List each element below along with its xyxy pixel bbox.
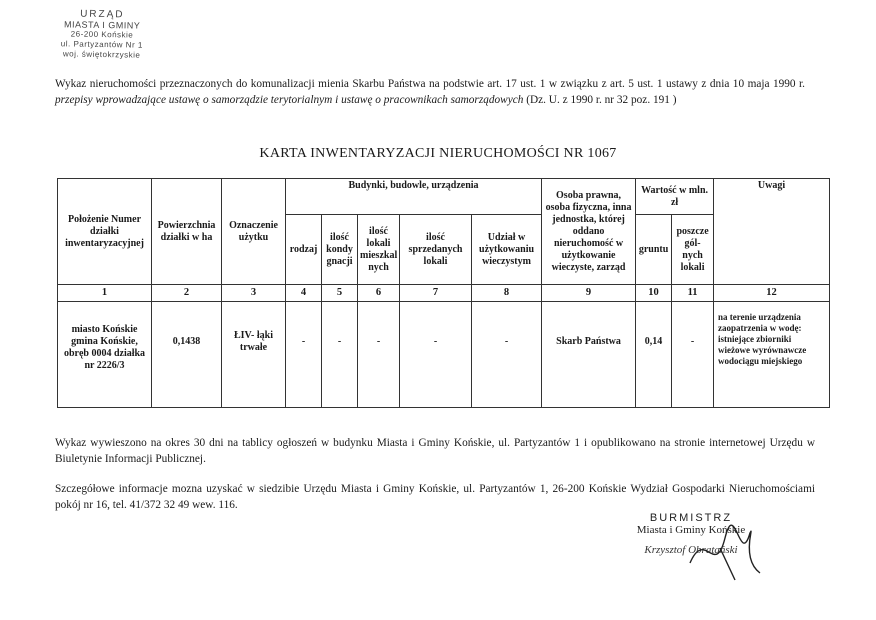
cell-lokale: -	[358, 302, 400, 408]
signature-title: BURMISTRZ	[649, 512, 733, 524]
column-number: 7	[400, 285, 472, 302]
header-ilosc-lokali: ilość lokali mieszkal nych	[358, 215, 400, 285]
intro-text: Wykaz nieruchomości przeznaczonych do komunalizacji mienia Skarbu Państwa na podstwie art. 17 ust. 1 w związku z art. 5 ust. 1 ustawy z dnia 10 maja 1990 r.	[55, 78, 805, 90]
cell-powierzchnia: 0,1438	[152, 302, 222, 408]
inventory-table	[57, 178, 830, 408]
signature-subtitle: Miasta i Gminy Końskie	[636, 524, 746, 536]
posting-notice: Wykaz wywieszono na okres 30 dni na tablicy ogłoszeń w budynku Miasta i Gminy Końskie, ul. Partyzantów 1 i opublikowano na stronie internetowej Urzędu w Biuletynie Informacji Publicznej.	[55, 437, 815, 465]
handwritten-signature	[680, 518, 770, 588]
header-osoba: Osoba prawna, osoba fizyczna, inna jednostka, której oddano nieruchomość w użytkowanie wieczyste, zarząd	[542, 179, 636, 285]
header-ilosc-sprzedanych: ilość sprzedanych lokali	[400, 215, 472, 285]
cell-sprzedane: -	[400, 302, 472, 408]
cell-osoba: Skarb Państwa	[542, 302, 636, 408]
intro-paragraph	[55, 76, 805, 108]
header-gruntu: gruntu	[636, 215, 672, 285]
stamp-line: 26-200 Końskie	[70, 29, 134, 40]
header-uwagi: Uwagi	[714, 179, 830, 285]
cell-udzial: -	[472, 302, 542, 408]
stamp-line: MIASTA I GMINY	[63, 19, 141, 31]
cell-wartosc-gruntu: 0,14	[636, 302, 672, 408]
intro-italic-text: przepisy wprowadzające ustawę o samorządzie terytorialnym i ustawę o pracownikach samorządowych	[55, 94, 524, 106]
column-number: 5	[322, 285, 358, 302]
column-number: 4	[286, 285, 322, 302]
header-rodzaj: rodzaj	[286, 215, 322, 285]
column-number: 3	[222, 285, 286, 302]
document-title: KARTA INWENTARYZACJI NIERUCHOMOŚCI NR 1067	[259, 146, 617, 161]
stamp-line: URZĄD	[80, 8, 125, 21]
contact-info: Szczegółowe informacje mozna uzyskać w siedzibie Urzędu Miasta i Gminy Końskie, ul. Partyzantów 1, 26-200 Końskie Wydział Gospodarki Nieruchomościami pokój nr 16, tel. 41/372 32 49 wew. 116.	[55, 483, 815, 511]
cell-oznaczenie: ŁIV- łąki trwałe	[222, 302, 286, 408]
column-number: 2	[152, 285, 222, 302]
column-number: 1	[58, 285, 152, 302]
header-oznaczenie: Oznaczenie użytku	[222, 179, 286, 285]
column-number: 12	[714, 285, 830, 302]
cell-rodzaj: -	[286, 302, 322, 408]
header-budynki: Budynki, budowle, urządzenia	[286, 179, 542, 215]
header-poszczegolnych: poszcze gól- nych lokali	[672, 215, 714, 285]
header-polozenie: Położenie Numer działki inwentaryzacyjnej	[58, 179, 152, 285]
column-number: 8	[472, 285, 542, 302]
cell-wartosc-lokali: -	[672, 302, 714, 408]
cell-uwagi: na terenie urządzenia zaopatrzenia w wodę: istniejące zbiorniki wieżowe wyrównawcze wodociągu miejskiego	[714, 302, 830, 408]
column-number: 11	[672, 285, 714, 302]
header-ilosc-kondygnacji: ilość kondy gnacji	[322, 215, 358, 285]
header-powierzchnia: Powierzchnia działki w ha	[152, 179, 222, 285]
column-number: 9	[542, 285, 636, 302]
column-number: 10	[636, 285, 672, 302]
stamp-line: ul. Partyzantów Nr 1	[60, 39, 143, 50]
signature-name: Krzysztof Obratański	[644, 544, 738, 556]
office-stamp	[46, 9, 159, 61]
cell-kondygnacje: -	[322, 302, 358, 408]
cell-polozenie: miasto Końskie gmina Końskie, obręb 0004 działka nr 2226/3	[58, 302, 152, 408]
column-number: 6	[358, 285, 400, 302]
header-wartosc: Wartość w mln. zł	[636, 179, 714, 215]
intro-text-end: (Dz. U. z 1990 r. nr 32 poz. 191 )	[523, 94, 677, 106]
header-udzial: Udział w użytkowaniu wieczystym	[472, 215, 542, 285]
stamp-line: woj. świętokrzyskie	[62, 49, 141, 60]
